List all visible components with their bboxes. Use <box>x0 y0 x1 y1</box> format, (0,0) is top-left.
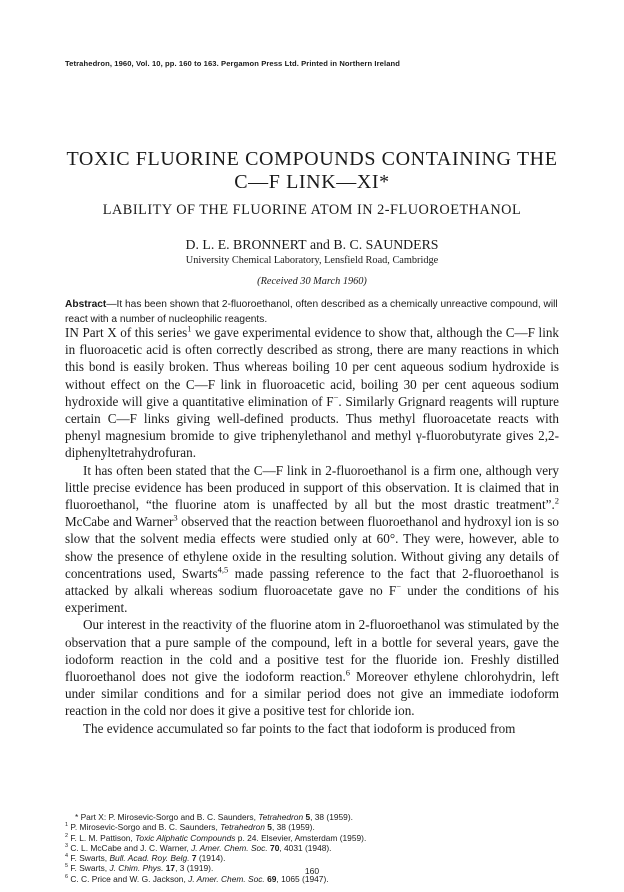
footnote-2 <box>65 833 559 843</box>
reference-marker: 6 <box>345 667 351 678</box>
footnote-authors: F. L. M. Pattison, <box>68 832 136 843</box>
footnote-mark: 5 <box>65 863 69 870</box>
footnote-mark: 6 <box>65 873 69 880</box>
p2-text-e: under the conditions of his experiment. <box>65 583 559 616</box>
footnote-tail: , 3 (1919). <box>175 863 214 874</box>
footnote-volume: 5 <box>303 812 311 822</box>
footnote-4 <box>65 853 559 863</box>
p2-text-b: McCabe and Warner <box>65 514 174 530</box>
footnote-journal: J. Amer. Chem. Soc. <box>188 873 265 884</box>
footnote-journal: Tetrahedron <box>258 812 304 822</box>
footnote-tail: p. 24. Elsevier, Amsterdam (1959). <box>235 832 367 843</box>
author-1-surname: RONNERT <box>242 237 307 252</box>
paragraph-3 <box>65 616 559 719</box>
footnote-tail: (1914). <box>196 853 226 864</box>
footnote-journal: Toxic Aliphatic Compounds <box>135 832 236 843</box>
footnote-journal: Bull. Acad. Roy. Belg. <box>109 853 190 864</box>
journal-citation-line: Tetrahedron, 1960, Vol. 10, pp. 160 to 163. Pergamon Press Ltd. Printed in Northern Ireland <box>65 59 401 68</box>
footnote-volume: 5 <box>264 822 272 833</box>
footnote-authors: F. Swarts, <box>68 863 110 874</box>
footnote-authors: Part X: P. Mirosevic-Sorgo and B. C. Saunders, <box>80 812 259 822</box>
footnote-mark: * <box>75 812 81 822</box>
footnote-tail: , 4031 (1948). <box>279 842 332 853</box>
author-2-initials: B. C. S <box>333 237 374 252</box>
p1-text-b: we gave experimental evidence to show that, although the C—F link in fluoroacetic acid is often correctly described as strong, there are many reactions in which this bond is easily broken. Thus whereas boiling 10 per cent aqueous sodium hydroxide is without effect on the C—F link in fluoroacetic acid, boiling 30 per cent aqueous sodium hydroxide will give a quantitative elimination of F <box>65 325 560 409</box>
p1-text-a: Part X of this series <box>78 325 188 340</box>
footnote-tail: , 38 (1959). <box>310 812 353 822</box>
footnote-journal: Tetrahedron <box>220 822 265 833</box>
footnote-1 <box>65 822 559 832</box>
affiliation: University Chemical Laboratory, Lensfield Road, Cambridge <box>185 255 439 266</box>
drop-word: IN <box>65 325 79 340</box>
reference-marker: 2 <box>554 495 559 506</box>
p2-text-c: observed that the reaction between fluoroethanol and hydroxyl ion is so slow that the solvent media effects were studied only at 60°. They were, however, able to show the presence of ethylene oxide in the resulting solution. Without giving any details of concentrations used, Swarts <box>65 514 559 581</box>
footnote-volume: 69 <box>264 873 277 884</box>
received-date-value: 30 March 1960) <box>297 276 367 287</box>
footnote-journal: J. Amer. Chem. Soc. <box>191 842 268 853</box>
received-date <box>0 276 624 287</box>
paragraph-1 <box>65 324 559 462</box>
p4-text-a: The evidence accumulated so far points to the fact that iodoform is produced from <box>83 720 516 736</box>
superscript-minus: − <box>396 581 402 592</box>
footnote-mark: 2 <box>65 832 69 839</box>
p3-text-a: Our interest in the reactivity of the fluorine atom in 2-fluoroethanol was stimulated by the observation that a pure sample of the compound, left in a bottle for several years, gave the iodoform reaction in the cold and a positive test for the fluoride ion. Freshly distilled fluoroethanol does not give the iodoform reaction. <box>65 617 559 685</box>
footnote-mark: 1 <box>65 822 69 829</box>
footnote-tail: , 1065 (1947). <box>276 873 329 884</box>
footnote-tail: , 38 (1959). <box>271 822 315 833</box>
body-text <box>65 324 559 737</box>
footnote-mark: 3 <box>65 843 69 850</box>
abstract-label: Abstract <box>65 299 107 310</box>
footnote-volume: 17 <box>163 863 176 874</box>
author-1-initials: D. L. E. B <box>185 237 243 252</box>
article-title-line-1: TOXIC FLUORINE COMPOUNDS CONTAINING THE <box>66 148 558 170</box>
footnote-mark: 4 <box>65 853 69 860</box>
reference-marker: 4,5 <box>217 564 229 575</box>
abstract-text: —It has been shown that 2-fluoroethanol, often described as a chemically unreactive compound, will react with a number of nucleophilic reagents. <box>65 299 558 325</box>
abstract <box>65 298 559 327</box>
received-label: Received <box>260 276 298 287</box>
article-subtitle: LABILITY OF THE FLUORINE ATOM IN 2-FLUOROETHANOL <box>102 202 522 218</box>
footnote-volume: 70 <box>267 842 280 853</box>
footnote-authors: C. L. McCabe and J. C. Warner, <box>68 842 192 853</box>
footnote-authors: C. C. Price and W. G. Jackson, <box>68 873 189 884</box>
paragraph-2 <box>65 462 559 617</box>
page-number: 160 <box>304 866 320 876</box>
received-open-paren: ( <box>257 276 261 287</box>
author-2-surname: AUNDERS <box>373 237 439 252</box>
footnote-journal: J. Chim. Phys. <box>109 863 164 874</box>
author-line <box>0 237 624 253</box>
paragraph-4 <box>65 720 559 737</box>
p3-text-b: Moreover ethylene chlorohydrin, left under similar conditions and for a similar period does not give an immediate iodoform reaction in the cold nor does it give a positive test for chloride ion. <box>65 669 559 719</box>
footnote-3 <box>65 843 559 853</box>
footnote-volume: 7 <box>189 853 197 864</box>
p1-text-c: . Similarly Grignard reagents will rupture certain C—F links giving well-defined products. Thus methyl fluoroacetate reacts with phenyl magnesium bromide to give triphenylethanol and methyl γ-fluorobutyrate gives 2,2-diphenyltetrahydrofuran. <box>65 393 559 461</box>
article-title-line-2: C—F LINK—XI* <box>234 171 390 193</box>
p2-text-a: It has often been stated that the C—F link in 2-fluoroethanol is a firm one, although very little precise evidence has been produced in support of this observation. It is claimed that in fluoroethanol, “the fluorine atom is unaffected by all but the most drastic treatment”. <box>65 462 559 513</box>
footnote-authors: P. Mirosevic-Sorgo and B. C. Saunders, <box>68 822 221 833</box>
footnote-authors: F. Swarts, <box>68 853 110 864</box>
reference-marker: 3 <box>173 512 178 523</box>
p2-text-d: made passing reference to the fact that 2-fluoroethanol is attacked by alkali whereas sodium fluoroacetate gave no F <box>65 565 560 599</box>
author-conjunction: and <box>306 237 334 252</box>
footnote-star <box>65 812 559 822</box>
reference-marker: 1 <box>187 323 192 334</box>
superscript-minus: − <box>333 392 339 403</box>
